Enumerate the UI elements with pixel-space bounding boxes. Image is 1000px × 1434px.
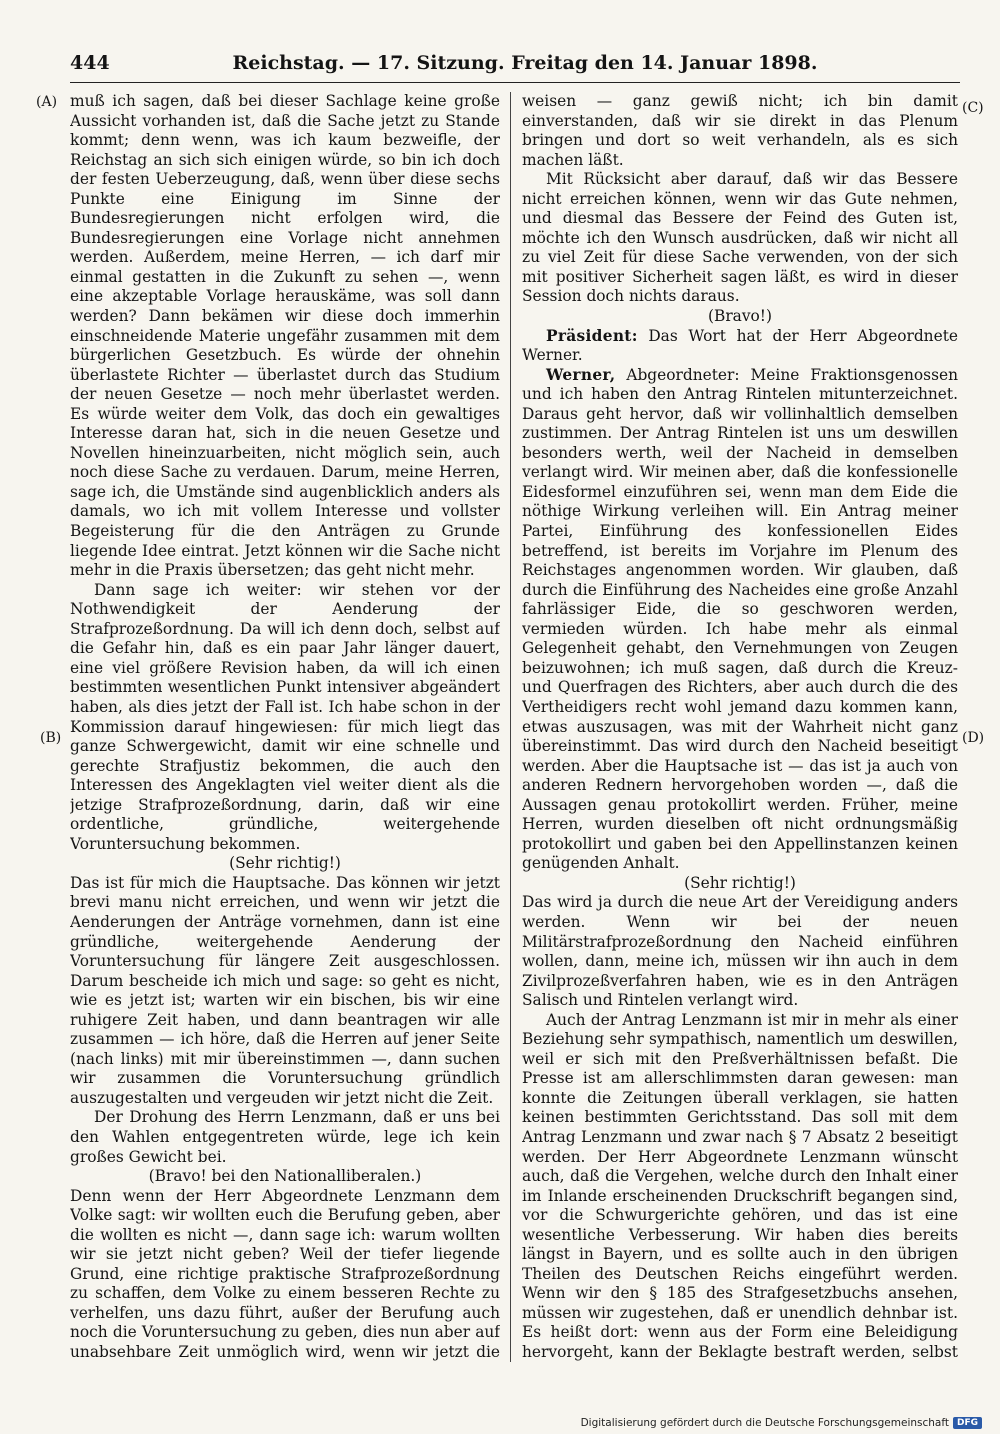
right-column xyxy=(522,92,958,1362)
page-header xyxy=(70,52,960,83)
speaker-werner: Werner, xyxy=(546,365,616,384)
page-number: 444 xyxy=(70,52,110,74)
interjection: (Sehr richtig!) xyxy=(684,873,796,892)
margin-marker-a: (A) xyxy=(36,94,58,110)
margin-marker-d: (D) xyxy=(962,730,985,746)
paragraph: Auch der Antrag Lenzmann ist mir in mehr als einer Beziehung sehr sympathisch, namentlich um deswillen, weil er sich mit den Preßverhältnissen befaßt. Die Presse ist am allerschlimmsten daran gewesen: man konnte die Zeitungen überall verklagen, sie hatten keinen bestimmten Gerichtsstand. Das soll mit dem Antrag Lenzmann und zwar nach § 7 Absatz 2 beseitigt werden. Der Herr Abgeordnete Lenzmann wünscht auch, daß die Vergehen, welche durch den Inhalt einer im Inlande erscheinenden Druckschrift begangen sind, vor die Schwurgerichte gehören, und das ist eine wesentliche Verbesserung. Wir haben dies bereits längst in Bayern, und es sollte auch in den übrigen Theilen des Deutschen Reichs eingeführt werden. Wenn wir den § 185 des Strafgesetzbuchs ansehen, müssen wir zugestehen, daß er unendlich dehnbar ist. Es heißt dort: wenn aus der Form eine Beleidigung hervorgeht, kann der Beklagte bestraft werden, selbst xyxy=(522,1010,958,1361)
paragraph: Dann sage ich weiter: wir stehen vor der Nothwendigkeit der Aenderung der Strafprozeßordnung. Da will ich denn doch, selbst auf die Gefahr hin, daß es ein paar Jahr länger dauert, eine viel größere Revision haben, da will ich einen bestimmten wesentlichen Punkt intensiver abgeändert haben, als dies jetzt der Fall ist. Ich habe schon in der Kommission darauf hingewiesen: für mich liegt das ganze Schwergewicht, damit wir eine schnelle und gerechte Strafjustiz bekommen, die auch den Interessen des Angeklagten viel weiter dient als die jetzige Strafprozeßordnung, darin, daß wir eine ordentliche, gründliche, weitergehende Voruntersuchung bekommen. xyxy=(70,580,500,853)
column-divider xyxy=(510,92,511,1362)
paragraph: muß ich sagen, daß bei dieser Sachlage keine große Aussicht vorhanden ist, daß die Sache jetzt zu Stande kommt; denn wenn, was ich kaum bezweifle, der Reichstag an sich sich einigen würde, so bin ich doch der festen Ueberzeugung, daß, wenn über diese sechs Punkte eine Einigung im Sinne der Bundesregierungen nicht erfolgen wird, die Bundesregierungen eine Vorlage nicht annehmen werden. Außerdem, meine Herren, — ich darf mir einmal gestatten in die Zukunft zu sehen —, wenn eine akzeptable Vorlage herauskäme, was soll dann werden? Dann bekämen wir diese doch immerhin einschneidende Materie ungefähr zusammen mit dem bürgerlichen Gesetzbuch. Es würde der ohnehin überlastete Richter — überlastet durch das Studium der neuen Gesetze — noch mehr überlastet werden. Es würde weiter dem Volk, das doch ein gewaltiges Interesse daran hat, sich in die neuen Gesetze und Novellen hineinzuarbeiten, nicht möglich sein, auch noch diese Sache zu verdauen. Darum, meine Herren, sage ich, die Umstände sind augenblicklich anders als damals, wo ich mit vollem Interesse und vollster Begeisterung für die den Anträgen zu Grunde liegende Idee eintrat. Jetzt können wir die Sache nicht mehr in die Praxis übersetzen; das geht nicht mehr. xyxy=(70,92,500,580)
paragraph: Mit Rücksicht aber darauf, daß wir das Bessere nicht erreichen können, wenn wir das Gute nehmen, und diesmal das Bessere der Feind des Guten ist, möchte ich den Wunsch ausdrücken, daß wir nicht all zu viel Zeit für diese Sache verwenden, von der sich mit positiver Sicherheit sagen läßt, es wird in dieser Session doch nichts daraus. xyxy=(522,170,958,306)
werner-text: Abgeordneter: Meine Fraktionsgenossen und ich haben den Antrag Rintelen mitunterzeichnet. Daraus geht hervor, daß wir vollinhaltlich demselben zustimmen. Der Antrag Rintelen ist uns um deswillen besonders werth, weil der Nacheid in demselben verlangt wird. Wir meinen aber, daß die konfessionelle Eidesformel einzuführen sei, wenn man dem Eide die nöthige Wirkung verleihen will. Ein Antrag meiner Partei, Einführung des konfessionellen Eides betreffend, ist bereits im Vorjahre im Plenum des Reichstages angenommen worden. Wir glauben, daß durch die Einführung des Nacheides eine große Anzahl fahrlässiger Eide, die so geschworen werden, vermieden würden. Ich habe mehr als einmal Gelegenheit gehabt, den Vernehmungen von Zeugen beizuwohnen; ich muß sagen, daß durch die Kreuz- und Querfragen des Richters, aber auch durch die des Vertheidigers recht wohl jemand dazu kommen kann, etwas auszusagen, was mit der Wahrheit nicht ganz übereinstimmt. Das wird durch den Nacheid beseitigt werden. Aber die Hauptsache ist — das ist ja auch von anderen Rednern hervorgehoben worden —, daß die Aussagen genau protokollirt werden. Früher, meine Herren, wurden dieselben oft nicht ordnungsmäßig protokollirt und gaben bei den Appellinstanzen keinen genügenden Anhalt. xyxy=(522,365,958,873)
footer-credit-text: Digitalisierung gefördert durch die Deutsche Forschungsgemeinschaft xyxy=(580,1417,949,1429)
left-column xyxy=(70,92,500,1362)
margin-marker-b: (B) xyxy=(40,730,62,746)
dfg-logo: DFG xyxy=(953,1417,982,1429)
president-text: Das Wort hat der Herr Abgeordnete Werner. xyxy=(522,326,958,365)
president-paragraph xyxy=(522,327,958,366)
paragraph: weisen — ganz gewiß nicht; ich bin damit einverstanden, daß wir sie direkt in das Plenum bringen und dort so weit verhandeln, als es sich machen läßt. xyxy=(522,92,958,169)
paragraph: Das wird ja durch die neue Art der Vereidigung anders werden. Wenn wir bei der neuen Militärstrafprozeßordnung den Nacheid einführen wollen, dann, meine ich, müssen wir ihn auch in dem Zivilprozeßverfahren haben, wie es in den Anträgen Salisch und Rintelen verlangt wird. xyxy=(522,893,958,1010)
interjection: (Bravo!) xyxy=(708,307,772,326)
interjection: (Bravo! bei den Nationalliberalen.) xyxy=(148,1167,422,1186)
paragraph: Denn wenn der Herr Abgeordnete Lenzmann dem Volke sagt: wir wollten euch die Berufung geben, aber die wollten es nicht —, dann sage ich: warum wollten wir sie jetzt nicht geben? Weil der tiefer liegende Grund, eine richtige praktische Strafprozeßordnung zu schaffen, dem Volke zu einem besseren Rechte zu verhelfen, uns dazu führt, außer der Berufung auch noch die Voruntersuchung zu geben, dies nun aber auf unabsehbare Zeit unmöglich wird, wenn wir jetzt die xyxy=(70,1186,500,1361)
interjection: (Sehr richtig!) xyxy=(229,854,341,873)
werner-paragraph xyxy=(522,366,958,874)
footer-credit xyxy=(581,1417,982,1429)
speaker-president: Präsident: xyxy=(546,326,638,345)
running-title: Reichstag. — 17. Sitzung. Freitag den 14. Januar 1898. xyxy=(232,52,818,74)
paragraph: Der Drohung des Herrn Lenzmann, daß er uns bei den Wahlen entgegentreten würde, lege ich kein großes Gewicht bei. xyxy=(70,1108,500,1166)
paragraph: Das ist für mich die Hauptsache. Das können wir jetzt brevi manu nicht erreichen, und wenn wir jetzt die Aenderungen der Anträge vornehmen, dann ist eine gründliche, weitergehende Aenderung der Voruntersuchung für längere Zeit ausgeschlossen. Darum bescheide ich mich und sage: so geht es nicht, wie es jetzt ist; warten wir ein bischen, bis wir eine ruhigere Zeit haben, und dann beantragen wir alle zusammen — ich höre, daß die Herren auf jener Seite (nach links) mit mir übereinstimmen —, dann suchen wir zusammen die Voruntersuchung gründlich auszugestalten und vergeuden wir jetzt nicht die Zeit. xyxy=(70,873,500,1107)
margin-marker-c: (C) xyxy=(962,100,984,116)
